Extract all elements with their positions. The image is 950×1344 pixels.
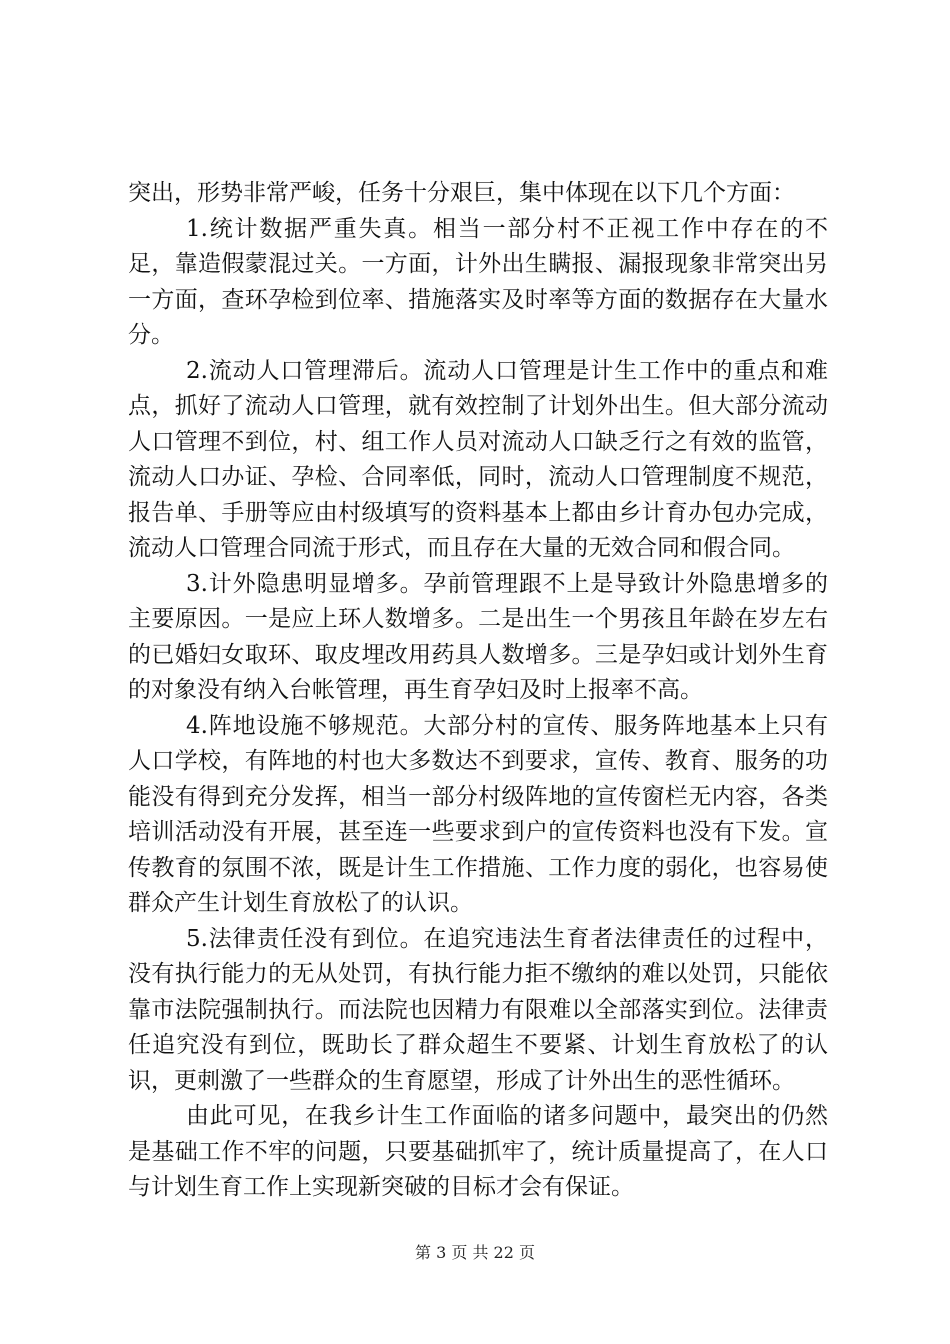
paragraph-point-5: 5.法律责任没有到位。在追究违法生育者法律责任的过程中，没有执行能力的无从处罚，有执行能力拒不缴纳的难以处罚，只能依靠市法院强制执行。而法院也因精力有限难以全部落实到位。法律责任追究没有到位，既助长了群众超生不要紧、计划生育放松了的认识，更刺激了一些群众的生育愿望，形成了计外出生的恶性循环。 — [128, 925, 828, 1094]
paragraph-point-2: 2.流动人口管理滞后。流动人口管理是计生工作中的重点和难点，抓好了流动人口管理，就有效控制了计划外出生。但大部分流动人口管理不到位，村、组工作人员对流动人口缺乏行之有效的监管，流动人口办证、孕检、合同率低，同时，流动人口管理制度不规范，报告单、手册等应由村级填写的资料基本上都由乡计育办包办完成，流动人口管理合同流于形式，而且存在大量的无效合同和假合同。 — [128, 357, 828, 561]
paragraph-continuation: 突出，形势非常严峻，任务十分艰巨，集中体现在以下几个方面： — [128, 180, 795, 206]
paragraph-point-4: 4.阵地设施不够规范。大部分村的宣传、服务阵地基本上只有人口学校，有阵地的村也大多数达不到要求，宣传、教育、服务的功能没有得到充分发挥，相当一部分村级阵地的宣传窗栏无内容，各类培训活动没有开展，甚至连一些要求到户的宣传资料也没有下发。宣传教育的氛围不浓，既是计生工作措施、工作力度的弱化，也容易使群众产生计划生育放松了的认识。 — [128, 712, 828, 916]
document-body — [128, 176, 828, 1206]
page-number-footer: 第 3 页 共 22 页 — [415, 1243, 535, 1262]
paragraph-point-1: 1.统计数据严重失真。相当一部分村不正视工作中存在的不足，靠造假蒙混过关。一方面，计外出生瞒报、漏报现象非常突出另一方面，查环孕检到位率、措施落实及时率等方面的数据存在大量水分。 — [128, 215, 828, 348]
paragraph-point-3: 3.计外隐患明显增多。孕前管理跟不上是导致计外隐患增多的主要原因。一是应上环人数增多。二是出生一个男孩且年龄在岁左右的已婚妇女取环、取皮埋改用药具人数增多。三是孕妇或计划外生育的对象没有纳入台帐管理，再生育孕妇及时上报率不高。 — [128, 570, 828, 703]
paragraph-conclusion: 由此可见，在我乡计生工作面临的诸多问题中，最突出的仍然是基础工作不牢的问题，只要基础抓牢了，统计质量提高了，在人口与计划生育工作上实现新突破的目标才会有保证。 — [128, 1103, 828, 1200]
